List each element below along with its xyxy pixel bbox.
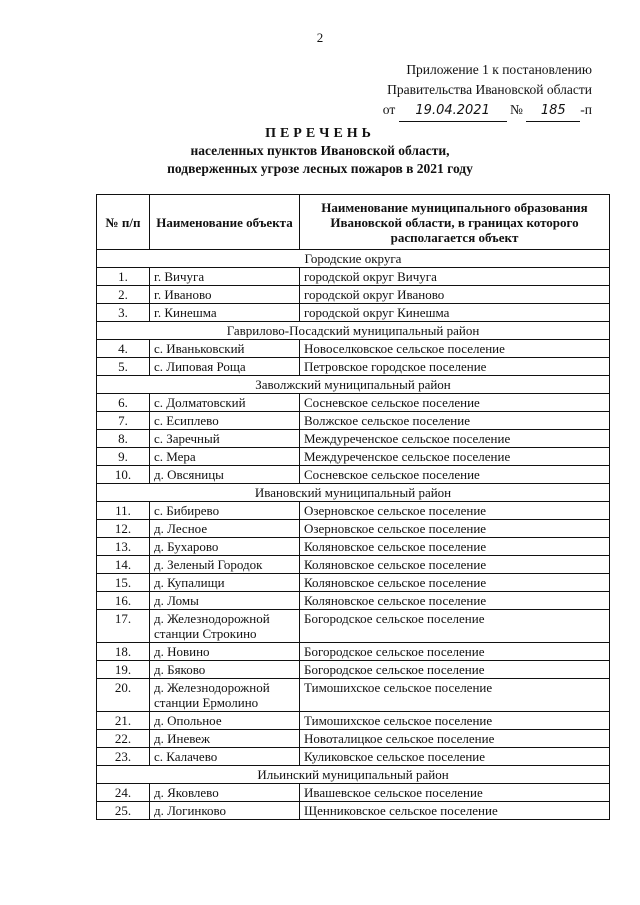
row-number: 23. bbox=[97, 748, 150, 766]
table-row bbox=[97, 520, 610, 538]
group-row bbox=[97, 484, 610, 502]
object-name: г. Вичуга bbox=[150, 268, 300, 286]
object-name: д. Железнодорожной станции Ермолино bbox=[150, 679, 300, 712]
table-row bbox=[97, 643, 610, 661]
table-row bbox=[97, 538, 610, 556]
row-number: 11. bbox=[97, 502, 150, 520]
municipality-name: Богородское сельское поселение bbox=[300, 610, 610, 643]
row-number: 16. bbox=[97, 592, 150, 610]
table-row bbox=[97, 784, 610, 802]
table-row bbox=[97, 430, 610, 448]
table-row bbox=[97, 466, 610, 484]
object-name: с. Заречный bbox=[150, 430, 300, 448]
row-number: 7. bbox=[97, 412, 150, 430]
group-name: Заволжский муниципальный район bbox=[97, 376, 610, 394]
municipality-name: Богородское сельское поселение bbox=[300, 643, 610, 661]
row-number: 21. bbox=[97, 712, 150, 730]
table-row bbox=[97, 358, 610, 376]
group-name: Ильинский муниципальный район bbox=[97, 766, 610, 784]
municipality-name: Петровское городское поселение bbox=[300, 358, 610, 376]
object-name: д. Бяково bbox=[150, 661, 300, 679]
group-row bbox=[97, 322, 610, 340]
row-number: 5. bbox=[97, 358, 150, 376]
table-row bbox=[97, 574, 610, 592]
row-number: 6. bbox=[97, 394, 150, 412]
row-number: 24. bbox=[97, 784, 150, 802]
object-name: д. Зеленый Городок bbox=[150, 556, 300, 574]
row-number: 25. bbox=[97, 802, 150, 820]
municipality-name: городской округ Кинешма bbox=[300, 304, 610, 322]
header-num: № п/п bbox=[97, 195, 150, 250]
table-row bbox=[97, 802, 610, 820]
municipality-name: Куликовское сельское поселение bbox=[300, 748, 610, 766]
municipality-name: Озерновское сельское поселение bbox=[300, 520, 610, 538]
row-number: 2. bbox=[97, 286, 150, 304]
object-name: с. Липовая Роща bbox=[150, 358, 300, 376]
settlements-table bbox=[96, 194, 610, 820]
row-number: 1. bbox=[97, 268, 150, 286]
table-row bbox=[97, 286, 610, 304]
municipality-name: Богородское сельское поселение bbox=[300, 661, 610, 679]
title-line-3: подверженных угрозе лесных пожаров в 2021 году bbox=[167, 161, 473, 176]
object-name: с. Долматовский bbox=[150, 394, 300, 412]
municipality-name: Озерновское сельское поселение bbox=[300, 502, 610, 520]
table-row bbox=[97, 412, 610, 430]
municipality-name: городской округ Иваново bbox=[300, 286, 610, 304]
object-name: г. Кинешма bbox=[150, 304, 300, 322]
object-name: д. Логинково bbox=[150, 802, 300, 820]
municipality-name: Новоселковское сельское поселение bbox=[300, 340, 610, 358]
municipality-name: Коляновское сельское поселение bbox=[300, 574, 610, 592]
handwritten-date: 19.04.2021 bbox=[399, 101, 507, 122]
object-name: д. Овсяницы bbox=[150, 466, 300, 484]
object-name: д. Яковлево bbox=[150, 784, 300, 802]
title-heading: ПЕРЕЧЕНЬ bbox=[265, 126, 375, 141]
row-number: 17. bbox=[97, 610, 150, 643]
row-number: 10. bbox=[97, 466, 150, 484]
municipality-name: Междуреченское сельское поселение bbox=[300, 448, 610, 466]
table-row bbox=[97, 730, 610, 748]
object-name: д. Лесное bbox=[150, 520, 300, 538]
table-row bbox=[97, 304, 610, 322]
title-line-2: населенных пунктов Ивановской области, bbox=[190, 143, 450, 158]
municipality-name: Щенниковское сельское поселение bbox=[300, 802, 610, 820]
municipality-name: Сосневское сельское поселение bbox=[300, 394, 610, 412]
municipality-name: Междуреченское сельское поселение bbox=[300, 430, 610, 448]
municipality-name: Волжское сельское поселение bbox=[300, 412, 610, 430]
object-name: с. Иваньковский bbox=[150, 340, 300, 358]
row-number: 20. bbox=[97, 679, 150, 712]
appendix-line-2: Правительства Ивановской области bbox=[387, 82, 592, 97]
group-name: Городские округа bbox=[97, 250, 610, 268]
table-row bbox=[97, 394, 610, 412]
group-name: Ивановский муниципальный район bbox=[97, 484, 610, 502]
municipality-name: Тимошихское сельское поселение bbox=[300, 712, 610, 730]
page-number: 2 bbox=[316, 30, 324, 45]
row-number: 9. bbox=[97, 448, 150, 466]
object-name: д. Бухарово bbox=[150, 538, 300, 556]
object-name: д. Купалищи bbox=[150, 574, 300, 592]
table-header-row bbox=[97, 195, 610, 250]
row-number: 12. bbox=[97, 520, 150, 538]
row-number: 8. bbox=[97, 430, 150, 448]
row-number: 3. bbox=[97, 304, 150, 322]
row-number: 22. bbox=[97, 730, 150, 748]
object-name: г. Иваново bbox=[150, 286, 300, 304]
table-body bbox=[97, 250, 610, 820]
table-row bbox=[97, 448, 610, 466]
table-row bbox=[97, 268, 610, 286]
object-name: д. Ломы bbox=[150, 592, 300, 610]
row-number: 19. bbox=[97, 661, 150, 679]
object-name: д. Иневеж bbox=[150, 730, 300, 748]
object-name: д. Новино bbox=[150, 643, 300, 661]
header-municipality: Наименование муниципального образования Ивановской области, в границах которого располагается объект bbox=[300, 195, 610, 250]
municipality-name: Коляновское сельское поселение bbox=[300, 538, 610, 556]
table-row bbox=[97, 610, 610, 643]
table-row bbox=[97, 502, 610, 520]
number-suffix: -п bbox=[580, 102, 592, 117]
table-row bbox=[97, 340, 610, 358]
municipality-name: Ивашевское сельское поселение bbox=[300, 784, 610, 802]
handwritten-number: 185 bbox=[526, 101, 580, 122]
municipality-name: Сосневское сельское поселение bbox=[300, 466, 610, 484]
row-number: 13. bbox=[97, 538, 150, 556]
row-number: 14. bbox=[97, 556, 150, 574]
document-title bbox=[0, 126, 640, 178]
row-number: 18. bbox=[97, 643, 150, 661]
object-name: с. Калачево bbox=[150, 748, 300, 766]
table-row bbox=[97, 556, 610, 574]
table-row bbox=[97, 748, 610, 766]
municipality-name: Тимошихское сельское поселение bbox=[300, 679, 610, 712]
table-row bbox=[97, 679, 610, 712]
appendix-date-line bbox=[383, 100, 592, 122]
appendix-header bbox=[383, 60, 592, 122]
appendix-line-1: Приложение 1 к постановлению bbox=[406, 62, 592, 77]
object-name: д. Железнодорожной станции Строкино bbox=[150, 610, 300, 643]
municipality-name: городской округ Вичуга bbox=[300, 268, 610, 286]
row-number: 4. bbox=[97, 340, 150, 358]
municipality-name: Коляновское сельское поселение bbox=[300, 592, 610, 610]
group-row bbox=[97, 376, 610, 394]
from-label: от bbox=[382, 102, 396, 117]
table-row bbox=[97, 712, 610, 730]
municipality-name: Новоталицкое сельское поселение bbox=[300, 730, 610, 748]
object-name: с. Мера bbox=[150, 448, 300, 466]
group-row bbox=[97, 250, 610, 268]
municipality-name: Коляновское сельское поселение bbox=[300, 556, 610, 574]
group-name: Гаврилово-Посадский муниципальный район bbox=[97, 322, 610, 340]
table-row bbox=[97, 661, 610, 679]
object-name: с. Есиплево bbox=[150, 412, 300, 430]
object-name: д. Опольное bbox=[150, 712, 300, 730]
table-row bbox=[97, 592, 610, 610]
header-object: Наименование объекта bbox=[150, 195, 300, 250]
number-label: № bbox=[510, 102, 523, 117]
group-row bbox=[97, 766, 610, 784]
object-name: с. Бибирево bbox=[150, 502, 300, 520]
row-number: 15. bbox=[97, 574, 150, 592]
